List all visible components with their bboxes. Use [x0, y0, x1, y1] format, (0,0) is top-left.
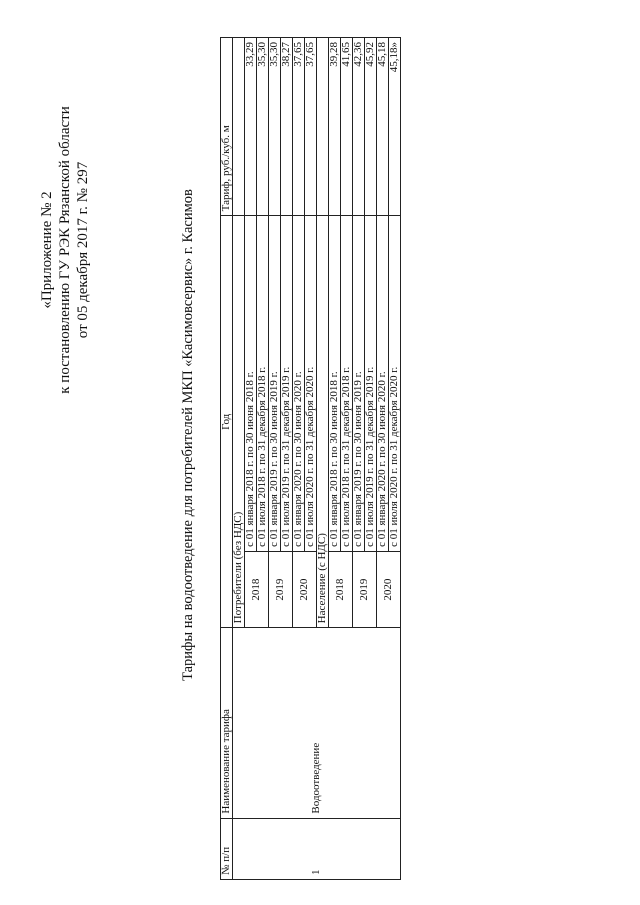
appendix-header-line-2: к постановлению ГУ РЭК Рязанской области — [57, 106, 73, 394]
period-cell: с 01 января 2018 г. по 30 июня 2018 г. — [245, 216, 257, 552]
tariff-value-cell: 37,65 — [293, 38, 305, 216]
year-cell: 2018 — [329, 551, 353, 627]
tariff-name: Водоотведение — [233, 628, 401, 818]
period-cell: с 01 июля 2019 г. по 31 декабря 2019 г. — [281, 216, 293, 552]
group-empty-cell — [233, 38, 245, 216]
header-tariff: Тариф, руб./куб. м — [221, 38, 233, 216]
period-cell: с 01 июля 2018 г. по 31 декабря 2018 г. — [257, 216, 269, 552]
row-number: 1 — [233, 818, 401, 879]
header-name: Наименование тарифа — [221, 628, 233, 818]
period-cell: с 01 января 2018 г. по 30 июня 2018 г. — [329, 216, 341, 552]
period-cell: с 01 июля 2019 г. по 31 декабря 2019 г. — [365, 216, 377, 552]
year-cell: 2020 — [377, 551, 401, 627]
year-cell: 2019 — [269, 551, 293, 627]
group-label: Население (с НДС) — [317, 216, 329, 628]
year-cell: 2019 — [353, 551, 377, 627]
tariff-table — [220, 37, 401, 880]
year-cell: 2020 — [293, 551, 317, 627]
tariff-value-cell: 42,36 — [353, 38, 365, 216]
tariff-value-cell: 35,30 — [269, 38, 281, 216]
year-cell: 2018 — [245, 551, 269, 627]
table-header-row — [221, 38, 233, 880]
appendix-header — [38, 60, 92, 440]
tariff-value-cell: 33,29 — [245, 38, 257, 216]
group-empty-cell — [317, 38, 329, 216]
tariff-value-cell: 38,27 — [281, 38, 293, 216]
appendix-header-line-1: «Приложение № 2 — [39, 191, 55, 309]
group-label: Потребители (без НДС) — [233, 216, 245, 628]
period-cell: с 01 июля 2020 г. по 31 декабря 2020 г. — [305, 216, 317, 552]
period-cell: с 01 июля 2020 г. по 31 декабря 2020 г. — [389, 216, 401, 552]
document-title: Тарифы на водоотведение для потребителей МКП «Касимовсервис» г. Касимов — [180, 189, 196, 681]
tariff-value-cell: 39,28 — [329, 38, 341, 216]
tariff-value-cell: 45,18 — [377, 38, 389, 216]
tariff-value-cell: 45,92 — [365, 38, 377, 216]
appendix-header-line-3: от 05 декабря 2017 г. № 297 — [75, 161, 91, 339]
period-cell: с 01 января 2020 г. по 30 июня 2020 г. — [377, 216, 389, 552]
period-cell: с 01 января 2019 г. по 30 июня 2019 г. — [353, 216, 365, 552]
tariff-value-cell: 35,30 — [257, 38, 269, 216]
period-cell: с 01 июля 2018 г. по 31 декабря 2018 г. — [341, 216, 353, 552]
period-cell: с 01 января 2020 г. по 30 июня 2020 г. — [293, 216, 305, 552]
tariff-value-cell: 41,65 — [341, 38, 353, 216]
period-cell: с 01 января 2019 г. по 30 июня 2019 г. — [269, 216, 281, 552]
tariff-value-cell: 37,65 — [305, 38, 317, 216]
group-row — [233, 38, 245, 880]
tariff-value-cell: 45,18» — [389, 38, 401, 216]
header-year: Год — [221, 216, 233, 628]
header-no: № п/п — [221, 818, 233, 879]
